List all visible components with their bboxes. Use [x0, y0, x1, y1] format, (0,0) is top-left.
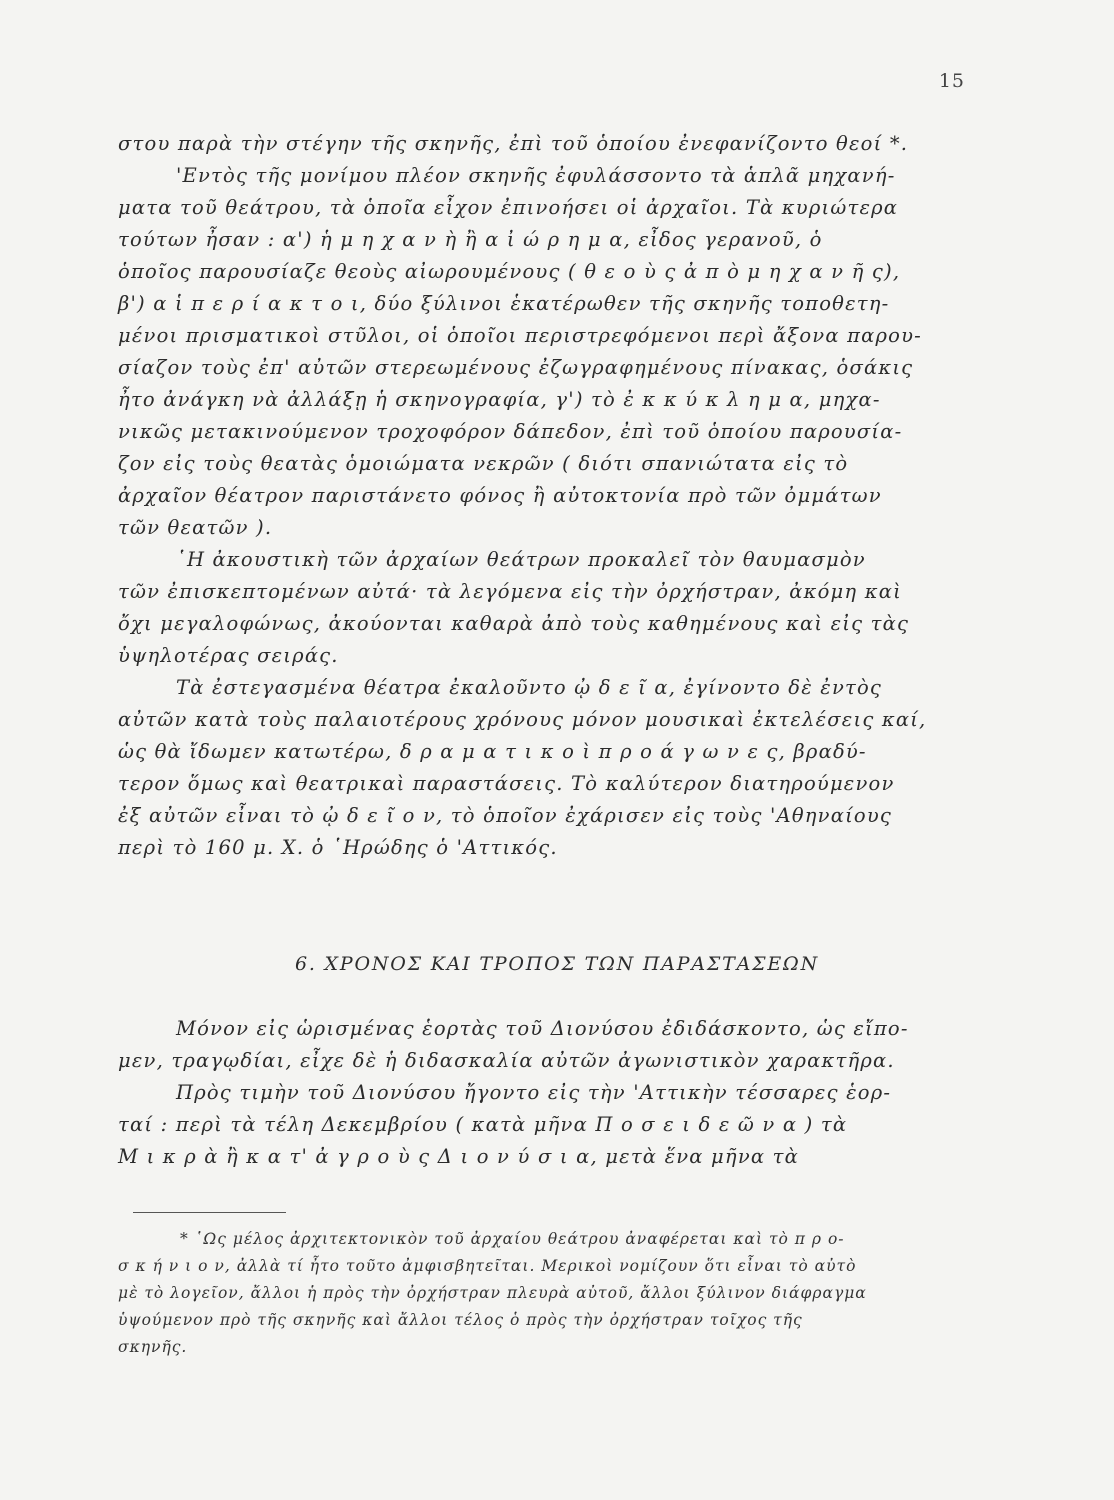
text-line: τερον ὅμως καὶ θεατρικαὶ παραστάσεις. Τὸ καλύτερον διατηρούμενον: [118, 772, 895, 795]
text-line: τούτων ἦσαν : α') ἡ μ η χ α ν ὴ ἢ α ἰ ώ ρ η μ α, εἶδος γερανοῦ, ὁ: [118, 228, 823, 251]
text-line: ἐξ αὐτῶν εἶναι τὸ ᾠ δ ε ῖ ο ν, τὸ ὁποῖον ἐχάρισεν εἰς τοὺς 'Αθηναίους: [118, 804, 893, 827]
text-line: τῶν θεατῶν ).: [118, 516, 273, 539]
text-line: αὐτῶν κατὰ τοὺς παλαιοτέρους χρόνους μόνον μουσικαὶ ἐκτελέσεις καί,: [118, 708, 927, 731]
text-line: σίαζον τοὺς ἐπ' αὐτῶν στερεωμένους ἐζωγραφημένους πίνακας, ὁσάκις: [118, 356, 914, 379]
text-line: ὁποῖος παρουσίαζε θεοὺς αἰωρουμένους ( θ ε ο ὺ ς ἀ π ὸ μ η χ α ν ῆ ς),: [118, 260, 901, 283]
text-line: ὑψηλοτέρας σειράς.: [118, 644, 339, 667]
footnote-line: * ῾Ως μέλος ἀρχιτεκτονικὸν τοῦ ἀρχαίου θεάτρου ἀναφέρεται καὶ τὸ π ρ ο-: [180, 1230, 845, 1248]
text-line: Πρὸς τιμὴν τοῦ Διονύσου ἤγοντο εἰς τὴν 'Αττικὴν τέσσαρες ἑορ-: [176, 1081, 892, 1104]
footnote-line: σ κ ή ν ι ο ν, ἀλλὰ τί ἦτο τοῦτο ἀμφισβητεῖται. Μερικοὶ νομίζουν ὅτι εἶναι τὸ αὐτὸ: [118, 1257, 857, 1275]
text-line: ἦτο ἀνάγκη νὰ ἀλλάξῃ ἡ σκηνογραφία, γ') τὸ ἐ κ κ ύ κ λ η μ α, μηχα-: [118, 388, 881, 411]
text-line: β') α ἱ π ε ρ ί α κ τ ο ι, δύο ξύλινοι ἑκατέρωθεν τῆς σκηνῆς τοποθετη-: [118, 292, 890, 315]
body-text-section-2: [118, 1013, 958, 1173]
text-line: ὄχι μεγαλοφώνως, ἀκούονται καθαρὰ ἀπὸ τοὺς καθημένους καὶ εἰς τὰς: [118, 612, 910, 635]
text-line: περὶ τὸ 160 μ. Χ. ὁ ῾Ηρώδης ὁ 'Αττικός.: [118, 836, 558, 859]
text-line: ῾Η ἀκουστικὴ τῶν ἀρχαίων θεάτρων προκαλεῖ τὸν θαυμασμὸν: [176, 548, 866, 571]
text-line: στου παρὰ τὴν στέγην τῆς σκηνῆς, ἐπὶ τοῦ ὁποίου ἐνεφανίζοντο θεοί *.: [118, 132, 909, 155]
footnote-line: σκηνῆς.: [118, 1338, 188, 1356]
footnote-divider: [133, 1212, 286, 1213]
section-heading: 6. ΧΡΟΝΟΣ ΚΑΙ ΤΡΟΠΟΣ ΤΩΝ ΠΑΡΑΣΤΑΣΕΩΝ: [294, 953, 820, 975]
text-line: ταί : περὶ τὰ τέλη Δεκεμβρίου ( κατὰ μῆνα Π ο σ ε ι δ ε ῶ ν α ) τὰ: [118, 1113, 848, 1136]
text-line: ζον εἰς τοὺς θεατὰς ὁμοιώματα νεκρῶν ( διότι σπανιώτατα εἰς τὸ: [118, 452, 849, 475]
text-line: μένοι πρισματικοὶ στῦλοι, οἱ ὁποῖοι περιστρεφόμενοι περὶ ἄξονα παρου-: [118, 324, 922, 347]
text-line: 'Εντὸς τῆς μονίμου πλέον σκηνῆς ἐφυλάσσοντο τὰ ἁπλᾶ μηχανή-: [176, 164, 896, 187]
body-text-section-1: [118, 128, 958, 864]
footnote: [118, 1226, 966, 1361]
text-line: Μ ι κ ρ ὰ ἢ κ α τ' ἀ γ ρ ο ὺ ς Δ ι ο ν ύ σ ι α, μετὰ ἕνα μῆνα τὰ: [118, 1145, 799, 1168]
footnote-line: μὲ τὸ λογεῖον, ἄλλοι ἡ πρὸς τὴν ὀρχήστραν πλευρὰ αὐτοῦ, ἄλλοι ξύλινον διάφραγμα: [118, 1284, 867, 1302]
text-line: νικῶς μετακινούμενον τροχοφόρον δάπεδον, ἐπὶ τοῦ ὁποίου παρουσία-: [118, 420, 903, 443]
text-line: ματα τοῦ θεάτρου, τὰ ὁποῖα εἶχον ἐπινοήσει οἱ ἀρχαῖοι. Τὰ κυριώτερα: [118, 196, 899, 219]
text-line: Μόνον εἰς ὡρισμένας ἑορτὰς τοῦ Διονύσου ἐδιδάσκοντο, ὡς εἴπο-: [176, 1017, 909, 1040]
text-line: ὡς θὰ ἴδωμεν κατωτέρω, δ ρ α μ α τ ι κ ο ὶ π ρ ο ά γ ω ν ε ς, βραδύ-: [118, 740, 867, 763]
text-line: Τὰ ἐστεγασμένα θέατρα ἐκαλοῦντο ᾠ δ ε ῖ α, ἐγίνοντο δὲ ἐντὸς: [176, 676, 883, 699]
text-line: ἀρχαῖον θέατρον παριστάνετο φόνος ἢ αὐτοκτονία πρὸ τῶν ὀμμάτων: [118, 484, 882, 507]
footnote-line: ὑψούμενον πρὸ τῆς σκηνῆς καὶ ἄλλοι τέλος ὁ πρὸς τὴν ὀρχήστραν τοῖχος τῆς: [118, 1311, 803, 1329]
text-line: μεν, τραγῳδίαι, εἶχε δὲ ἡ διδασκαλία αὐτῶν ἀγωνιστικὸν χαρακτῆρα.: [118, 1049, 895, 1072]
page-number: 15: [938, 70, 965, 92]
text-line: τῶν ἐπισκεπτομένων αὐτά· τὰ λεγόμενα εἰς τὴν ὀρχήστραν, ἀκόμη καὶ: [118, 580, 902, 603]
